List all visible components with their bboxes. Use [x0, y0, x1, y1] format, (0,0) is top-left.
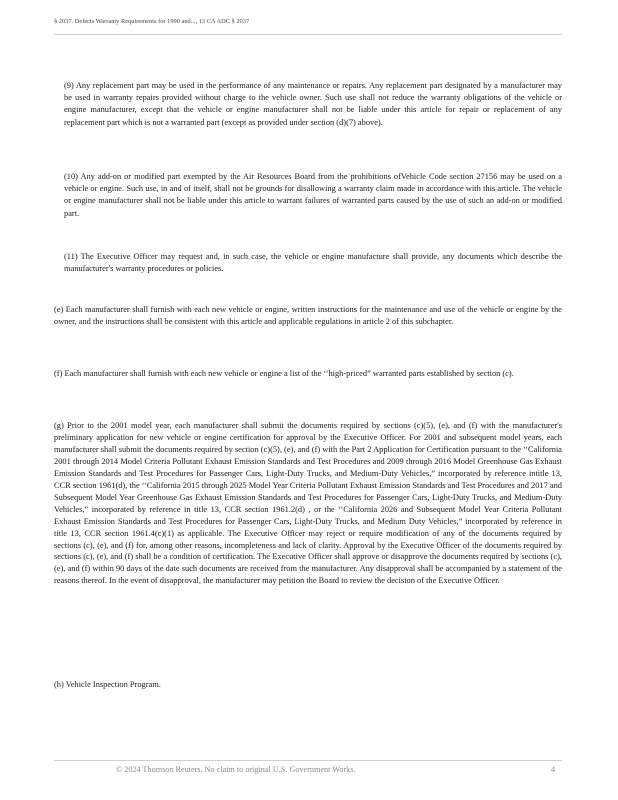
paragraph-f: (f) Each manufacturer shall furnish with each new vehicle or engine a list of the ‘‘high-priced” warranted parts established by section (c).: [54, 369, 514, 378]
paragraph-h: (h) Vehicle Inspection Program.: [54, 680, 161, 689]
paragraph-d11: (11) The Executive Officer may request and, in such case, the vehicle or engine manufacture shall provide, any documents which describe the manufacturer's warranty procedures or policies.: [64, 252, 562, 274]
footer-copyright: © 2024 Thomson Reuters. No claim to original U.S. Government Works.: [116, 765, 356, 774]
header-divider: [54, 34, 562, 35]
paragraph-g: (g) Prior to the 2001 model year, each manufacturer shall submit the documents required by sections (c)(5), (e), and (f) with the manufacturer's preliminary application for new vehicle or engine certification for approval by the Executive Officer. For 2001 and subsequent model years, each manufacturer shall submit the documents required by section (c)(5), (e), and (f) with the Part 2 Application for Certification pursuant to the ‘‘California 2001 through 2014 Model Criteria Pollutant Exhaust Emission Standards and Test Procedures and 2009 through 2016 Model Greenhouse Gas Exhaust Emission Standards and Test Procedures for Passenger Cars, Light-Duty Trucks, and Medium-Duty Vehicles,” incorporated by reference intitle 13, CCR section 1961(d), the ‘‘California 2015 through 2025 Model Year Criteria Pollutant Exhaust Emission Standards and Test Procedures and 2017 and Subsequent Model Year Greenhouse Gas Exhaust Emission Standards and Test Procedures for Passenger Cars, Light-Duty Trucks, and Medium-Duty Vehicles,” incorporated by reference in title 13, CCR section 1961.2(d) , or the ‘‘California 2026 and Subsequent Model Year Criteria Pollutant Exhaust Emission Standards and Test Procedures for Passenger Cars, Light-Duty Trucks, and Medium Duty Vehicles,” incorporated by reference in title 13, CCR section 1961.4(c)(1) as applicable. The Executive Officer may reject or require modification of any of the documents required by sections (c), (e), and (f) for, among other reasons, incompleteness and lack of clarity. Approval by the Executive Officer of the documents required by sections (c), (e), and (f) shall be a condition of certification. The Executive Officer shall approve or disapprove the documents required by sections (c), (e), and (f) within 90 days of the date such documents are received from the manufacturer. Any disapproval shall be accompanied by a statement of the reasons thereof. In the event of disapproval, the manufacturer may petition the Board to review the decision of the Executive Officer.: [54, 421, 562, 586]
running-header: § 2037. Defects Warranty Requirements for 1990 and..., 13 CA ADC § 2037: [54, 18, 250, 25]
paragraph-d10: (10) Any add-on or modified part exempted by the Air Resources Board from the prohibitions ofVehicle Code section 27156 may be used on a vehicle or engine. Such use, in and of itself, shall not be grounds for disallowing a warranty claim made in accordance with this article. The vehicle or engine manufacturer shall not be liable under this article to warrant failures of warranted parts caused by the use of such an add-on or modified part.: [64, 172, 562, 218]
paragraph-e: (e) Each manufacturer shall furnish with each new vehicle or engine, written instructions for the maintenance and use of the vehicle or engine by the owner, and the instructions shall be consistent with this article and applicable regulations in article 2 of this subchapter.: [54, 305, 562, 327]
paragraph-d9: (9) Any replacement part may be used in the performance of any maintenance or repairs. Any replacement part designated by a manufacturer may be used in warranty repairs provided without charge to the vehicle owner. Such use shall not reduce the warranty obligations of the vehicle or engine manufacturer, except that the vehicle or engine manufacturer shall not be liable under this article for repair or replacement of any replacement part which is not a warranted part (except as provided under section (d)(7) above).: [64, 81, 562, 127]
page-number: 4: [551, 765, 556, 774]
footer-divider: [54, 760, 562, 761]
